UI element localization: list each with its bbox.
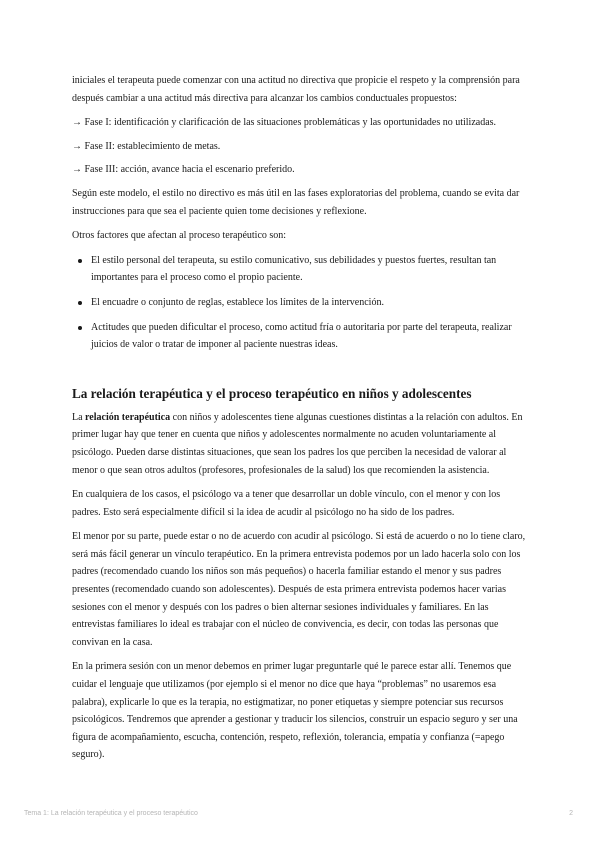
phase-item: → Fase I: identificación y clarificación de las situaciones problemáticas y las oportunidades no utilizadas. — [72, 117, 497, 129]
paragraph-lead: La — [72, 411, 86, 423]
section-paragraph-1 — [72, 409, 528, 479]
list-item-text: El estilo personal del terapeuta, su estilo comunicativo, sus debilidades y puestos fuertes, resultan tan importantes para el proceso como el propio paciente. — [91, 254, 497, 284]
bullet-icon — [78, 259, 82, 263]
model-note-paragraph: Según este modelo, el estilo no directivo es más útil en las fases exploratorias del problema, cuando se evita dar instrucciones para que sea el paciente quien tome decisiones y reflexione. — [72, 187, 520, 217]
phase-item: → Fase III: acción, avance hacia el escenario preferido. — [72, 164, 295, 176]
bullet-icon — [78, 326, 82, 330]
list-item-text: El encuadre o conjunto de reglas, establece los límites de la intervención. — [91, 296, 384, 308]
section-heading: La relación terapéutica y el proceso terapéutico en niños y adolescentes — [72, 385, 472, 401]
paragraph-rest: con niños y adolescentes tiene algunas cuestiones distintas a la relación con adultos. En primer lugar hay que tener en cuenta que niños y adolescentes normalmente no acuden voluntariamente al psicólogo. Pueden darse distintas situaciones, que sean los padres los que perciben la necesidad de valorar al menor o que sean otros adultos (profesores, profesionales de la salud) los que recomienden la asistencia. — [72, 411, 523, 476]
list-item-text: Actitudes que pueden dificultar el proceso, como actitud fría o autoritaria por parte del terapeuta, realizar juicios de valor o tratar de imponer al paciente nuestras ideas. — [91, 321, 512, 351]
intro-paragraph: iniciales el terapeuta puede comenzar con una actitud no directiva que propicie el respeto y la comprensión para después cambiar a una actitud más directiva para alcanzar los cambios conductuales propuestos: — [72, 75, 520, 104]
section-paragraph-2: En cualquiera de los casos, el psicólogo va a tener que desarrollar un doble vínculo, con el menor y con los padres. Esto será especialmente difícil si la idea de acudir al psicólogo no ha sido de los padres. — [72, 489, 501, 518]
page-footer — [24, 810, 573, 817]
footer-title: Tema 1: La relación terapéutica y el proceso terapéutico — [24, 810, 198, 817]
list-item — [72, 294, 528, 312]
bullet-icon — [78, 301, 82, 305]
factors-list — [72, 252, 528, 354]
page-number: 2 — [569, 810, 573, 817]
section-paragraph-4: En la primera sesión con un menor debemos en primer lugar preguntarle qué le parece estar allí. Tenemos que cuidar el lenguaje que utilizamos (por ejemplo si el menor no dice que haya “problemas” no usaremos esa palabra), explicarle lo que es la terapia, no estigmatizar, no poner etiquetas y siempre potenciar sus recursos psicológicos. Tendremos que aprender a gestionar y traducir los silencios, construir un espacio seguro y ser una figura de acompañamiento, escucha, contención, respeto, reflexión, tolerancia, empatía y confianza (=apego seguro). — [72, 661, 518, 761]
list-item — [72, 319, 528, 354]
list-item — [72, 252, 528, 287]
phase-item: → Fase II: establecimiento de metas. — [72, 140, 221, 152]
section-paragraph-3: El menor por su parte, puede estar o no de acuerdo con acudir al psicólogo. Si está de acuerdo o no lo tiene claro, será más fácil generar un vínculo terapéutico. En la primera entrevista podemos por un lado hacerla solo con los padres (recomendado cuando los niños son más pequeños) o hacerla familiar estando el menor y sus padres presentes (recomendado cuando son adolescentes). Después de esta primera entrevista podemos hacer varias sesiones con el menor y después con los padres o bien alternar sesiones individuales y familiares. En las entrevistas familiares lo ideal es trabajar con el núcleo de convivencia, es decir, con todas las personas que convivan en la casa. — [72, 531, 526, 648]
document-page — [72, 72, 528, 771]
bold-term: relación terapéutica — [85, 411, 171, 423]
factors-intro: Otros factores que afectan al proceso terapéutico son: — [72, 230, 287, 242]
